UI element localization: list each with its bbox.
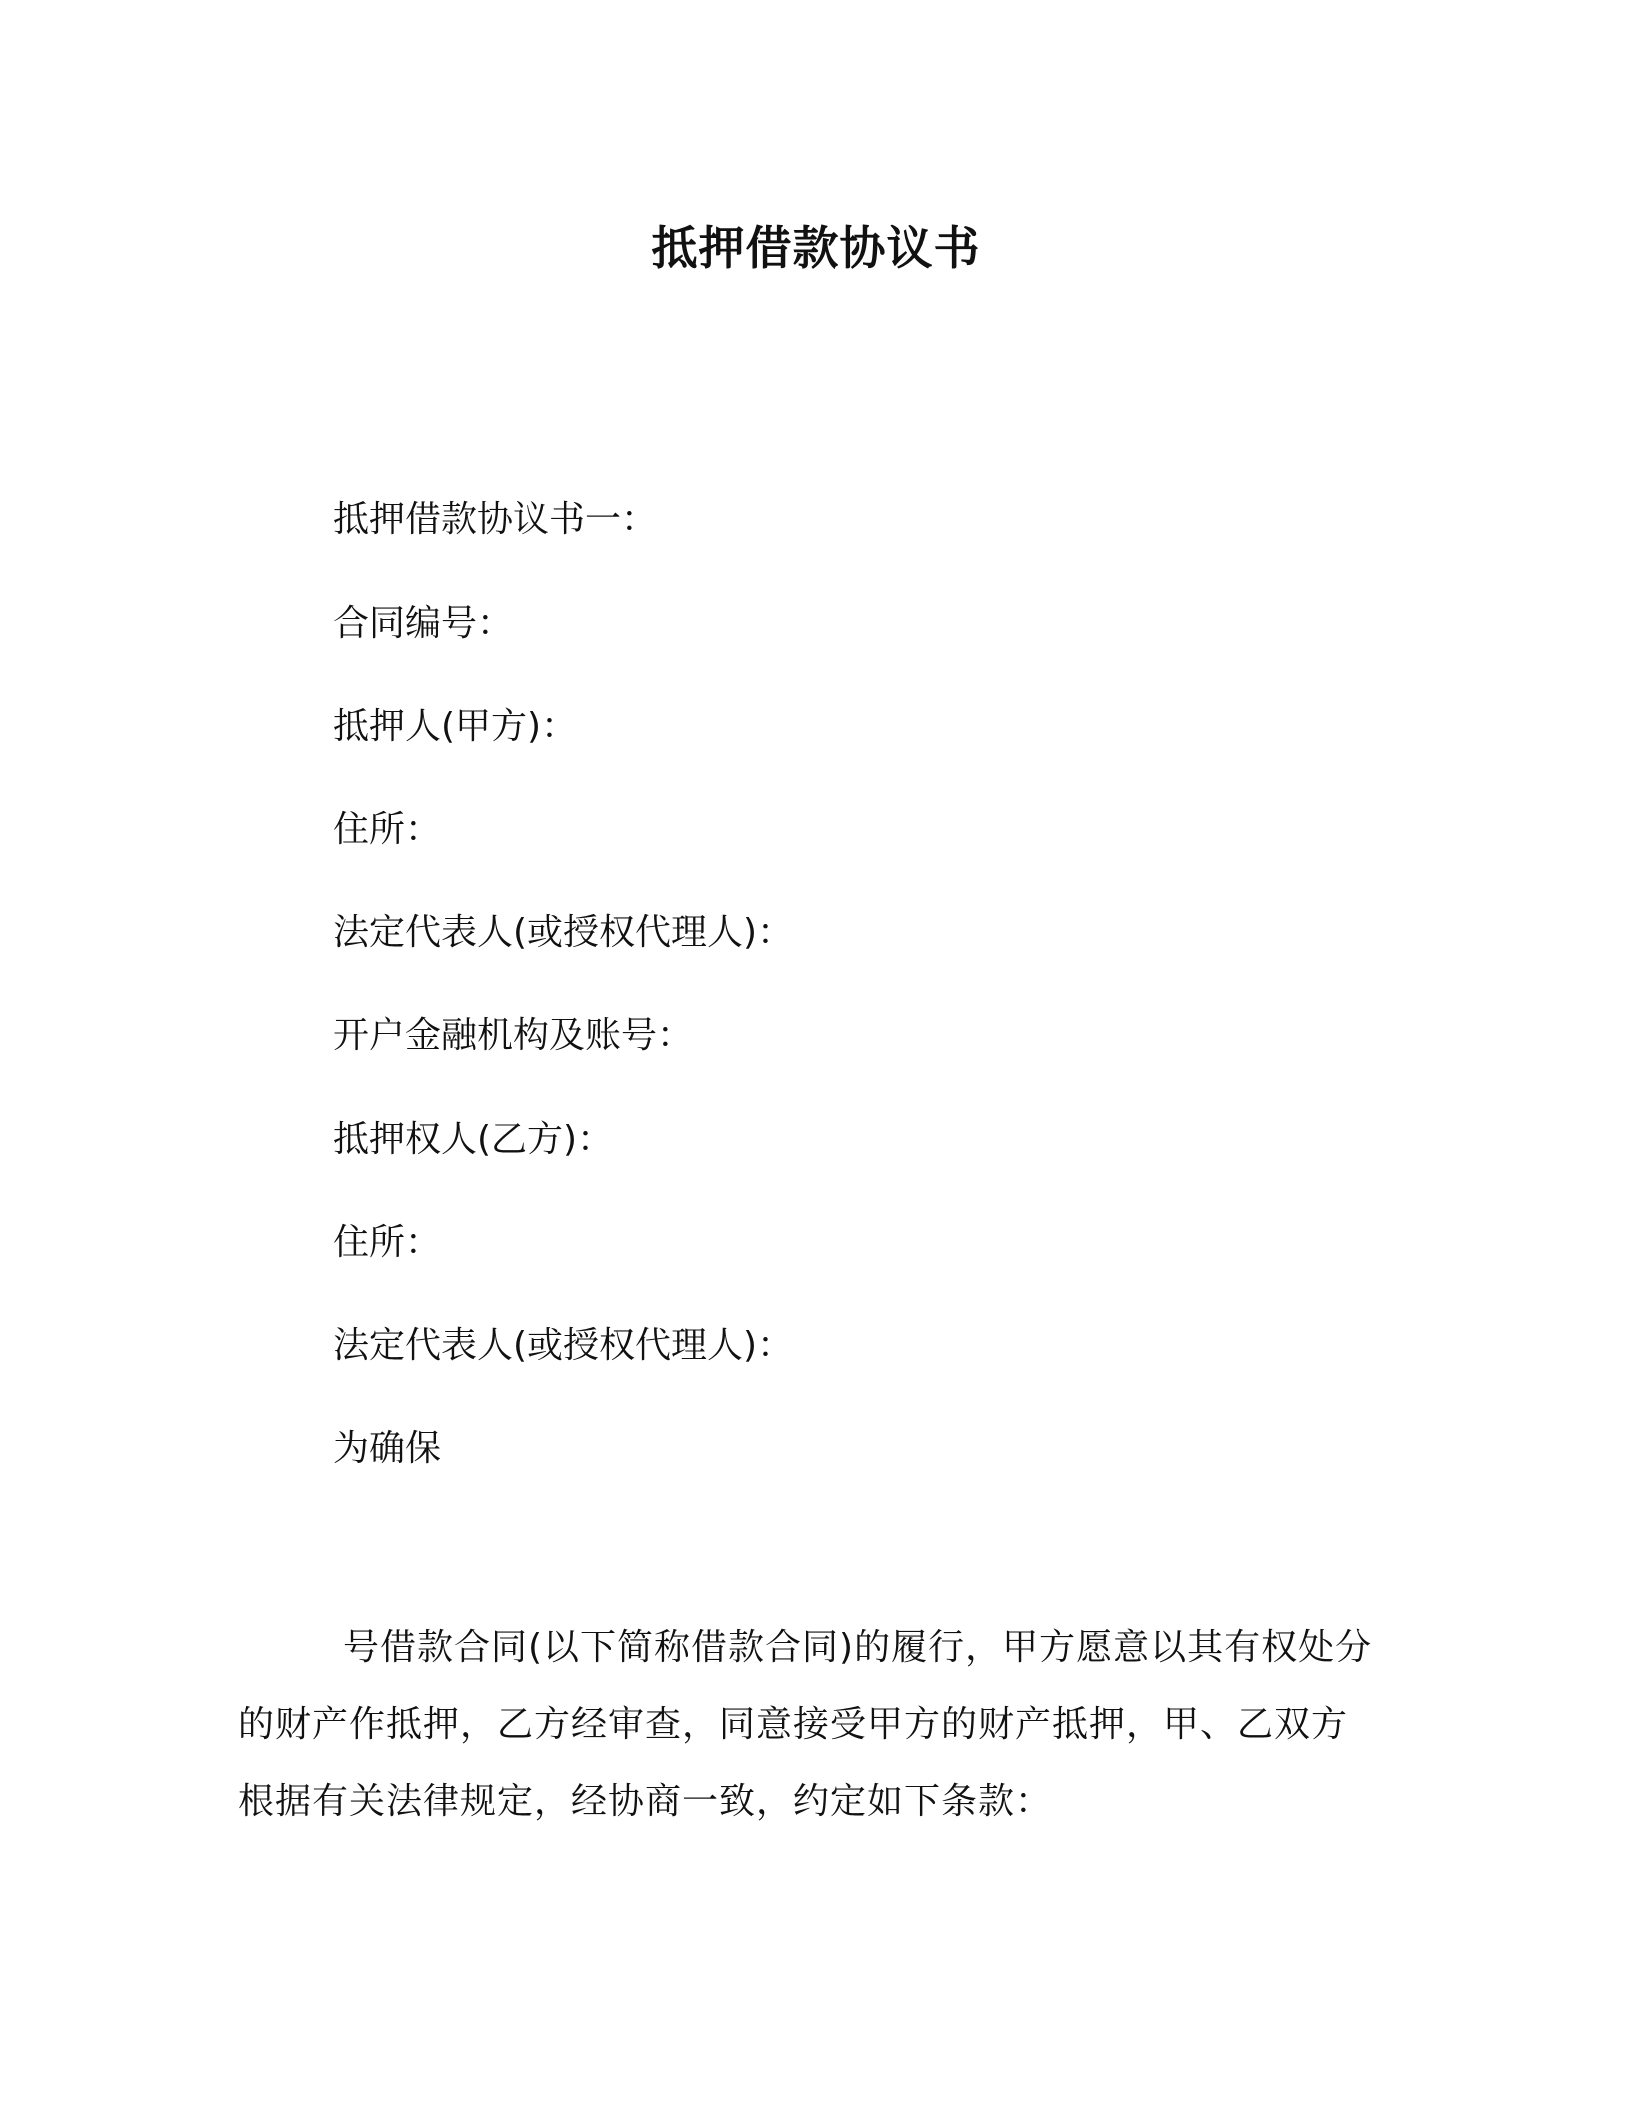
field-mortgagor-representative: 法定代表人(或授权代理人)：	[333, 912, 794, 953]
field-mortgagee: 抵押权人(乙方)：	[333, 1119, 614, 1160]
document-title: 抵押借款协议书	[651, 221, 981, 275]
field-mortgagee-address: 住所：	[333, 1222, 442, 1263]
field-bank-account: 开户金融机构及账号：	[333, 1015, 694, 1056]
paragraph-line: 根据有关法律规定，经协商一致，约定如下条款：	[238, 1781, 1053, 1822]
paragraph-line: 号借款合同(以下简称借款合同)的履行，甲方愿意以其有权处分	[343, 1627, 1373, 1668]
field-mortgagor-address: 住所：	[333, 809, 442, 850]
field-agreement-heading: 抵押借款协议书一：	[333, 499, 658, 540]
field-mortgagee-representative: 法定代表人(或授权代理人)：	[333, 1325, 794, 1366]
field-contract-number: 合同编号：	[333, 603, 514, 644]
field-mortgagor: 抵押人(甲方)：	[333, 706, 578, 747]
paragraph-line: 的财产作抵押，乙方经审查，同意接受甲方的财产抵押，甲、乙双方	[238, 1704, 1349, 1745]
field-to-ensure: 为确保	[333, 1428, 442, 1469]
